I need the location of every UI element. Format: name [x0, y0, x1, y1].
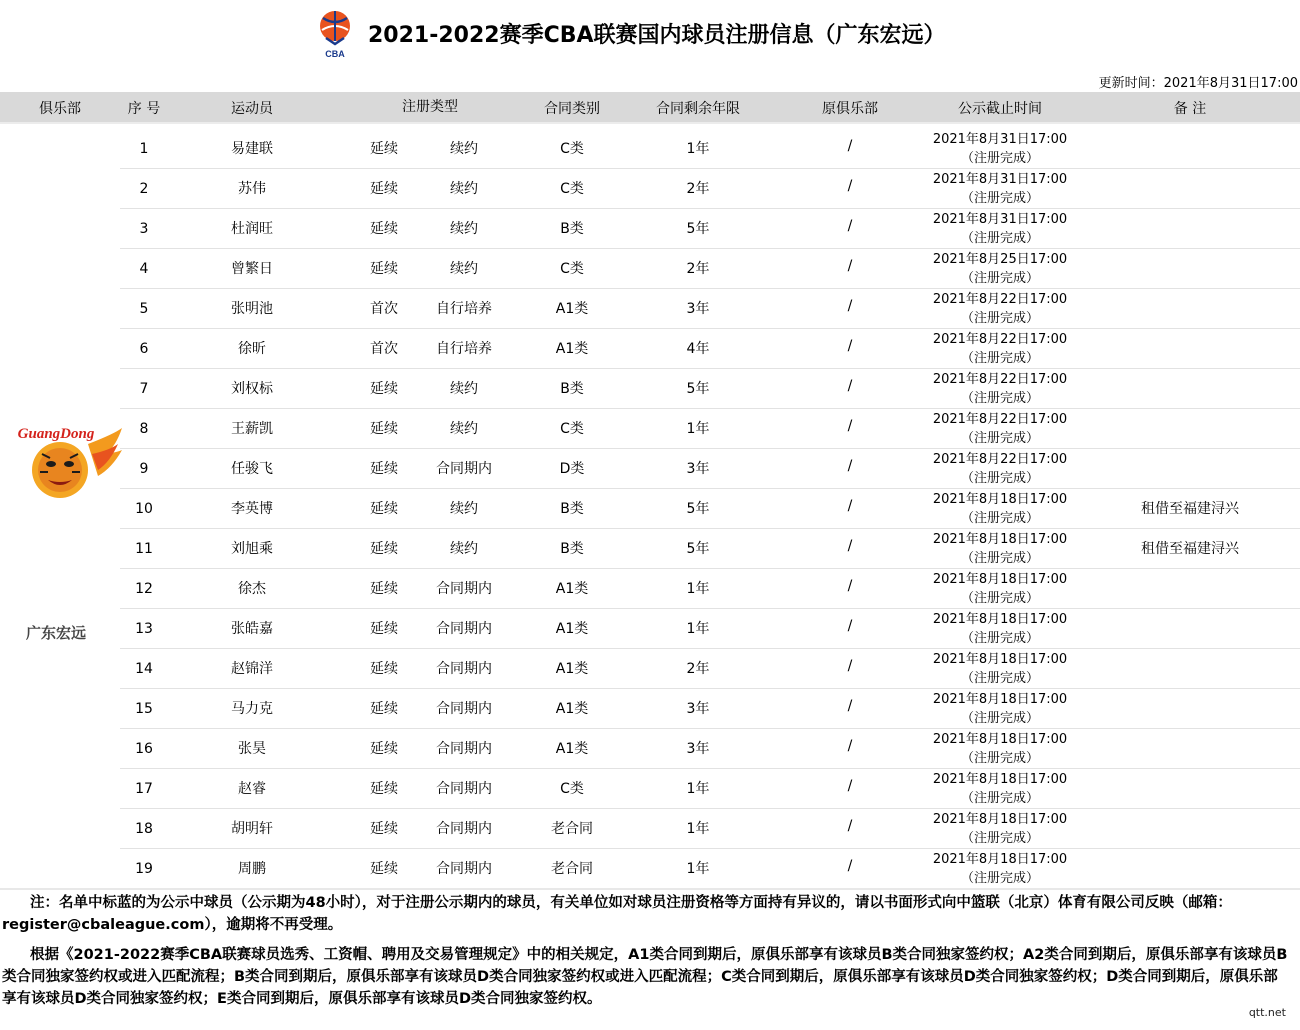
- col-no: 序 号: [127, 101, 161, 117]
- registration-status: （注册完成）: [960, 351, 1039, 366]
- contract-type: A1类: [555, 341, 589, 357]
- contract-type: 老合同: [551, 861, 593, 877]
- deadline-time: 2021年8月18日17:00: [932, 812, 1068, 827]
- table-row: [120, 128, 1300, 169]
- registration-status: （注册完成）: [960, 391, 1039, 406]
- registration-status: （注册完成）: [960, 671, 1039, 686]
- reg-type-primary: 首次: [370, 301, 398, 317]
- reg-type-primary: 延续: [370, 741, 398, 757]
- deadline-cell: [910, 410, 1090, 448]
- table-row: [120, 328, 1300, 369]
- original-club: /: [847, 138, 853, 154]
- original-club: /: [847, 658, 853, 674]
- original-club: /: [847, 418, 853, 434]
- update-time: 更新时间：2021年8月31日17:00: [1098, 76, 1298, 91]
- deadline-cell: [910, 530, 1090, 568]
- deadline-time: 2021年8月18日17:00: [932, 612, 1068, 627]
- deadline-time: 2021年8月18日17:00: [932, 532, 1068, 547]
- contract-type: B类: [560, 221, 584, 237]
- deadline-time: 2021年8月18日17:00: [932, 692, 1068, 707]
- player-name: 张明池: [231, 301, 273, 317]
- reg-type-primary: 延续: [370, 421, 398, 437]
- player-name: 刘旭乘: [231, 541, 273, 557]
- deadline-cell: [910, 850, 1090, 888]
- contract-type: B类: [560, 541, 584, 557]
- player-name: 王薪凯: [231, 421, 273, 437]
- guangdong-club-logo: [18, 424, 124, 506]
- player-name: 苏伟: [238, 181, 266, 197]
- deadline-time: 2021年8月22日17:00: [932, 452, 1068, 467]
- page-title: 2021-2022赛季CBA联赛国内球员注册信息（广东宏远）: [368, 23, 946, 48]
- notes-section: [2, 892, 1292, 1018]
- original-club: /: [847, 258, 853, 274]
- registration-status: （注册完成）: [960, 791, 1039, 806]
- years-left: 1年: [686, 421, 710, 437]
- registration-status: （注册完成）: [960, 591, 1039, 606]
- reg-type-secondary: 续约: [450, 221, 478, 237]
- reg-type-primary: 延续: [370, 701, 398, 717]
- player-name: 张昊: [238, 741, 266, 757]
- player-name: 徐杰: [238, 581, 266, 597]
- club-logo-text: GuangDong: [18, 426, 95, 442]
- row-note: 租借至福建浔兴: [1141, 501, 1239, 517]
- original-club: /: [847, 738, 853, 754]
- row-number: 8: [139, 421, 149, 437]
- deadline-cell: [910, 450, 1090, 488]
- table-row: [120, 408, 1300, 449]
- years-left: 1年: [686, 821, 710, 837]
- reg-type-secondary: 续约: [450, 421, 478, 437]
- deadline-cell: [910, 330, 1090, 368]
- original-club: /: [847, 538, 853, 554]
- row-number: 4: [139, 261, 149, 277]
- reg-type-primary: 延续: [370, 621, 398, 637]
- player-name: 周鹏: [238, 861, 266, 877]
- contract-type: A1类: [555, 301, 589, 317]
- row-number: 14: [135, 661, 153, 677]
- original-club: /: [847, 218, 853, 234]
- reg-type-primary: 延续: [370, 461, 398, 477]
- table-row: [120, 768, 1300, 809]
- table-row: [120, 648, 1300, 689]
- deadline-time: 2021年8月22日17:00: [932, 372, 1068, 387]
- player-name: 易建联: [231, 141, 273, 157]
- registration-status: （注册完成）: [960, 831, 1039, 846]
- registration-status: （注册完成）: [960, 551, 1039, 566]
- original-club: /: [847, 618, 853, 634]
- player-name: 徐昕: [238, 341, 266, 357]
- row-number: 12: [135, 581, 153, 597]
- table-row: [120, 688, 1300, 729]
- contract-type: A1类: [555, 741, 589, 757]
- original-club: /: [847, 338, 853, 354]
- contract-type: B类: [560, 381, 584, 397]
- deadline-time: 2021年8月31日17:00: [932, 212, 1068, 227]
- row-number: 9: [139, 461, 149, 477]
- original-club: /: [847, 818, 853, 834]
- col-club: 俱乐部: [39, 101, 81, 117]
- contract-type: A1类: [555, 581, 589, 597]
- reg-type-primary: 延续: [370, 821, 398, 837]
- reg-type-primary: 延续: [370, 181, 398, 197]
- col-player: 运动员: [231, 101, 273, 117]
- club-name: 广东宏远: [25, 624, 86, 642]
- col-years-left: 合同剩余年限: [656, 101, 740, 117]
- player-name: 赵睿: [238, 781, 266, 797]
- years-left: 5年: [686, 501, 710, 517]
- years-left: 3年: [686, 301, 710, 317]
- deadline-time: 2021年8月22日17:00: [932, 412, 1068, 427]
- reg-type-secondary: 合同期内: [436, 461, 492, 477]
- deadline-cell: [910, 210, 1090, 248]
- reg-type-primary: 延续: [370, 581, 398, 597]
- original-club: /: [847, 578, 853, 594]
- row-number: 17: [135, 781, 153, 797]
- years-left: 3年: [686, 701, 710, 717]
- reg-type-secondary: 合同期内: [436, 581, 492, 597]
- deadline-cell: [910, 610, 1090, 648]
- deadline-cell: [910, 690, 1090, 728]
- original-club: /: [847, 178, 853, 194]
- reg-type-primary: 延续: [370, 381, 398, 397]
- player-name: 杜润旺: [231, 221, 273, 237]
- original-club: /: [847, 378, 853, 394]
- deadline-time: 2021年8月18日17:00: [932, 492, 1068, 507]
- col-reg-type: 注册类型: [402, 99, 458, 115]
- table-row: [120, 568, 1300, 609]
- deadline-cell: [910, 810, 1090, 848]
- years-left: 5年: [686, 541, 710, 557]
- deadline-time: 2021年8月18日17:00: [932, 572, 1068, 587]
- note-rules: 根据《2021-2022赛季CBA联赛球员选秀、工资帽、聘用及交易管理规定》中的相关规定，A1类合同到期后，原俱乐部享有该球员B类合同独家签约权；A2类合同到期后，原俱乐部享有该球员B类合同独家签约权或进入匹配流程；B类合同到期后，原俱乐部享有该球员D类合同独家签约权或进入匹配流程；C类合同到期后，原俱乐部享有该球员D类合同独家签约权；D类合同到期后，原俱乐部享有该球员D类合同独家签约权；E类合同到期后，原俱乐部享有该球员D类合同独家签约权。: [2, 947, 1288, 1007]
- deadline-cell: [910, 650, 1090, 688]
- player-name: 马力克: [231, 701, 273, 717]
- contract-type: C类: [560, 781, 584, 797]
- table-row: [120, 288, 1300, 329]
- deadline-time: 2021年8月31日17:00: [932, 172, 1068, 187]
- row-number: 2: [139, 181, 149, 197]
- years-left: 1年: [686, 781, 710, 797]
- table-row: [120, 608, 1300, 649]
- club-cell: [0, 128, 118, 888]
- years-left: 4年: [686, 341, 710, 357]
- deadline-cell: [910, 250, 1090, 288]
- col-deadline: 公示截止时间: [958, 101, 1042, 117]
- contract-type: D类: [559, 461, 585, 477]
- table-row: [120, 728, 1300, 769]
- reg-type-secondary: 续约: [450, 501, 478, 517]
- deadline-time: 2021年8月18日17:00: [932, 772, 1068, 787]
- reg-type-secondary: 续约: [450, 181, 478, 197]
- row-number: 1: [139, 141, 149, 157]
- original-club: /: [847, 298, 853, 314]
- reg-type-secondary: 合同期内: [436, 821, 492, 837]
- years-left: 5年: [686, 221, 710, 237]
- reg-type-secondary: 续约: [450, 541, 478, 557]
- deadline-cell: [910, 130, 1090, 168]
- col-note: 备 注: [1173, 101, 1207, 117]
- reg-type-primary: 延续: [370, 541, 398, 557]
- reg-type-primary: 延续: [370, 261, 398, 277]
- player-name: 刘权标: [231, 381, 273, 397]
- deadline-time: 2021年8月18日17:00: [932, 652, 1068, 667]
- registration-status: （注册完成）: [960, 511, 1039, 526]
- reg-type-secondary: 合同期内: [436, 861, 492, 877]
- contract-type: 老合同: [551, 821, 593, 837]
- table-row: [120, 248, 1300, 289]
- cba-logo: [314, 8, 356, 60]
- contract-type: A1类: [555, 701, 589, 717]
- reg-type-primary: 首次: [370, 341, 398, 357]
- deadline-time: 2021年8月31日17:00: [932, 132, 1068, 147]
- col-orig-club: 原俱乐部: [822, 101, 878, 117]
- deadline-cell: [910, 490, 1090, 528]
- years-left: 2年: [686, 181, 710, 197]
- years-left: 1年: [686, 621, 710, 637]
- original-club: /: [847, 778, 853, 794]
- page-header: [0, 0, 1300, 70]
- years-left: 3年: [686, 461, 710, 477]
- reg-type-secondary: 合同期内: [436, 741, 492, 757]
- row-number: 13: [135, 621, 153, 637]
- row-number: 18: [135, 821, 153, 837]
- original-club: /: [847, 458, 853, 474]
- reg-type-primary: 延续: [370, 501, 398, 517]
- contract-type: A1类: [555, 621, 589, 637]
- contract-type: C类: [560, 181, 584, 197]
- registration-status: （注册完成）: [960, 631, 1039, 646]
- deadline-time: 2021年8月22日17:00: [932, 292, 1068, 307]
- deadline-time: 2021年8月18日17:00: [932, 852, 1068, 867]
- registration-status: （注册完成）: [960, 191, 1039, 206]
- row-number: 7: [139, 381, 149, 397]
- deadline-time: 2021年8月18日17:00: [932, 732, 1068, 747]
- reg-type-primary: 延续: [370, 661, 398, 677]
- reg-type-primary: 延续: [370, 861, 398, 877]
- player-name: 任骏飞: [231, 461, 273, 477]
- registration-status: （注册完成）: [960, 871, 1039, 886]
- reg-type-secondary: 自行培养: [436, 341, 492, 357]
- years-left: 2年: [686, 261, 710, 277]
- reg-type-secondary: 合同期内: [436, 701, 492, 717]
- player-name: 曾繁日: [231, 261, 273, 277]
- row-number: 6: [139, 341, 149, 357]
- registration-status: （注册完成）: [960, 311, 1039, 326]
- contract-type: A1类: [555, 661, 589, 677]
- row-number: 3: [139, 221, 149, 237]
- player-name: 赵锦洋: [231, 661, 273, 677]
- registration-status: （注册完成）: [960, 471, 1039, 486]
- note-disclaimer: 注：名单中标蓝的为公示中球员（公示期为48小时），对于注册公示期内的球员，有关单位如对球员注册资格等方面持有异议的，请以书面形式向中篮联（北京）体育有限公司反映（邮箱：register@cbaleague.com），逾期将不再受理。: [2, 895, 1232, 933]
- original-club: /: [847, 858, 853, 874]
- table-header: [0, 92, 1300, 122]
- years-left: 2年: [686, 661, 710, 677]
- contract-type: C类: [560, 421, 584, 437]
- years-left: 3年: [686, 741, 710, 757]
- registration-status: （注册完成）: [960, 751, 1039, 766]
- deadline-time: 2021年8月25日17:00: [932, 252, 1068, 267]
- reg-type-secondary: 合同期内: [436, 661, 492, 677]
- original-club: /: [847, 498, 853, 514]
- table-row: [120, 448, 1300, 489]
- table-row: [120, 168, 1300, 209]
- table-row: [120, 208, 1300, 249]
- reg-type-secondary: 续约: [450, 381, 478, 397]
- deadline-cell: [910, 570, 1090, 608]
- reg-type-secondary: 合同期内: [436, 621, 492, 637]
- registration-status: （注册完成）: [960, 431, 1039, 446]
- player-name: 张皓嘉: [231, 621, 273, 637]
- registration-status: （注册完成）: [960, 151, 1039, 166]
- deadline-cell: [910, 370, 1090, 408]
- row-number: 5: [139, 301, 149, 317]
- reg-type-primary: 延续: [370, 781, 398, 797]
- contract-type: C类: [560, 141, 584, 157]
- table-row: [120, 528, 1300, 569]
- row-number: 15: [135, 701, 153, 717]
- deadline-cell: [910, 290, 1090, 328]
- deadline-cell: [910, 770, 1090, 808]
- row-note: 租借至福建浔兴: [1141, 541, 1239, 557]
- reg-type-secondary: 合同期内: [436, 781, 492, 797]
- table-row: [120, 808, 1300, 849]
- table-row: [120, 488, 1300, 529]
- reg-type-secondary: 续约: [450, 261, 478, 277]
- reg-type-primary: 延续: [370, 141, 398, 157]
- table-row: [120, 368, 1300, 409]
- row-number: 16: [135, 741, 153, 757]
- row-number: 19: [135, 861, 153, 877]
- years-left: 1年: [686, 861, 710, 877]
- col-contract-type: 合同类别: [544, 101, 600, 117]
- registration-status: （注册完成）: [960, 271, 1039, 286]
- reg-type-secondary: 续约: [450, 141, 478, 157]
- registration-status: （注册完成）: [960, 711, 1039, 726]
- contract-type: B类: [560, 501, 584, 517]
- registration-status: （注册完成）: [960, 231, 1039, 246]
- cba-logo-text: CBA: [325, 49, 345, 59]
- deadline-time: 2021年8月22日17:00: [932, 332, 1068, 347]
- years-left: 1年: [686, 141, 710, 157]
- years-left: 5年: [686, 381, 710, 397]
- deadline-cell: [910, 170, 1090, 208]
- row-number: 11: [135, 541, 153, 557]
- table-bottom-divider: [0, 888, 1300, 890]
- years-left: 1年: [686, 581, 710, 597]
- original-club: /: [847, 698, 853, 714]
- row-number: 10: [135, 501, 153, 517]
- contract-type: C类: [560, 261, 584, 277]
- header-divider: [0, 122, 1300, 124]
- reg-type-primary: 延续: [370, 221, 398, 237]
- table-row: [120, 848, 1300, 889]
- reg-type-secondary: 自行培养: [436, 301, 492, 317]
- player-name: 李英博: [231, 501, 273, 517]
- player-name: 胡明轩: [231, 821, 273, 837]
- watermark: qtt.net: [1248, 1006, 1286, 1019]
- deadline-cell: [910, 730, 1090, 768]
